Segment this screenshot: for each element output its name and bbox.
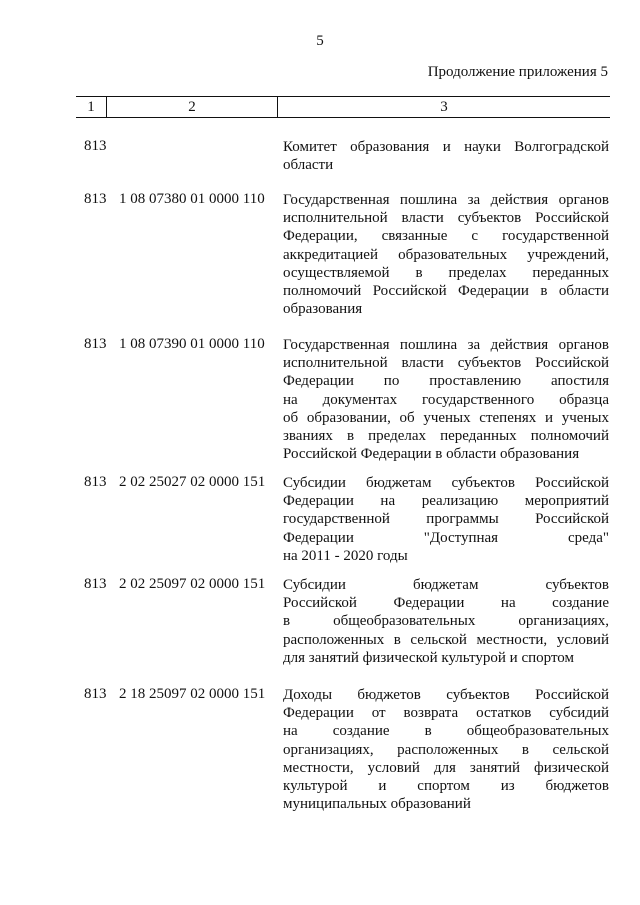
name-line: Федерации от возврата остатков субсидий <box>283 705 609 722</box>
revenue-code: 2 02 25097 02 0000 151 <box>119 576 266 592</box>
header-col-3: 3 <box>440 98 448 115</box>
name-line: на 2011 - 2020 годы <box>283 547 408 564</box>
name-line: государственной программы Российской <box>283 511 609 528</box>
admin-code: 813 <box>84 138 107 154</box>
page-number: 5 <box>316 33 324 49</box>
admin-code: 813 <box>84 474 107 490</box>
name-line: образования <box>283 301 363 318</box>
name-line: осуществляемой в пределах переданных <box>283 264 609 281</box>
name-line: расположенных в сельской местности, условий <box>283 631 609 648</box>
revenue-code: 2 02 25027 02 0000 151 <box>119 474 266 490</box>
revenue-name <box>283 191 609 318</box>
name-line: для занятий физической культурой и спортом <box>283 649 575 666</box>
name-line: аккредитацией образовательных учреждений, <box>283 246 609 263</box>
header-col-2: 2 <box>107 97 278 117</box>
table-header <box>76 96 610 118</box>
admin-code: 813 <box>84 686 107 702</box>
name-line: Федерации на реализацию мероприятий <box>283 493 609 510</box>
name-line: муниципальных образований <box>283 796 471 813</box>
name-line: Федерации по проставлению апостиля <box>283 373 609 390</box>
revenue-code: 2 18 25097 02 0000 151 <box>119 686 266 702</box>
header-col-1: 1 <box>76 97 107 117</box>
name-line: культурой и спортом из бюджетов <box>283 778 609 795</box>
name-line: Федерации, связанные с государственной <box>283 228 609 245</box>
name-line: званиях в пределах переданных полномочий <box>283 428 609 445</box>
revenue-name <box>283 474 609 565</box>
name-line: Российской Федерации в области образования <box>283 446 580 463</box>
admin-code: 813 <box>84 191 107 207</box>
name-line: Государственная пошлина за действия органов <box>283 337 609 353</box>
name-line: исполнительной власти субъектов Российской <box>283 210 609 227</box>
name-line: на документах государственного образца <box>283 391 609 408</box>
appendix-continuation-label: Продолжение приложения 5 <box>427 64 608 80</box>
revenue-name <box>283 336 609 463</box>
name-line: Федерации "Доступная среда" <box>283 529 609 546</box>
name-line: исполнительной власти субъектов Российской <box>283 355 609 372</box>
name-line: в общеобразовательных организациях, <box>283 613 609 630</box>
name-line: полномочий Российской Федерации в области <box>283 283 609 300</box>
name-line: Доходы бюджетов субъектов Российской <box>283 687 609 703</box>
name-line: Субсидии бюджетам субъектов <box>283 577 609 593</box>
name-line: Российской Федерации на создание <box>283 595 609 612</box>
revenue-name <box>283 138 609 174</box>
name-line: Субсидии бюджетам субъектов Российской <box>283 475 609 491</box>
revenue-name <box>283 576 609 667</box>
name-line: Государственная пошлина за действия органов <box>283 192 609 208</box>
name-line: организациях, расположенных в сельской <box>283 741 609 758</box>
name-line: на создание в общеобразовательных <box>283 723 609 740</box>
revenue-code: 1 08 07390 01 0000 110 <box>119 336 265 352</box>
name-line: Комитет образования и науки Волгоградской <box>283 139 609 155</box>
revenue-name <box>283 686 609 813</box>
revenue-code: 1 08 07380 01 0000 110 <box>119 191 265 207</box>
name-line: местности, условий для занятий физической <box>283 759 609 776</box>
name-line: об образовании, об ученых степенях и ученых <box>283 409 609 426</box>
admin-code: 813 <box>84 576 107 592</box>
admin-code: 813 <box>84 336 107 352</box>
name-line: области <box>283 157 334 174</box>
